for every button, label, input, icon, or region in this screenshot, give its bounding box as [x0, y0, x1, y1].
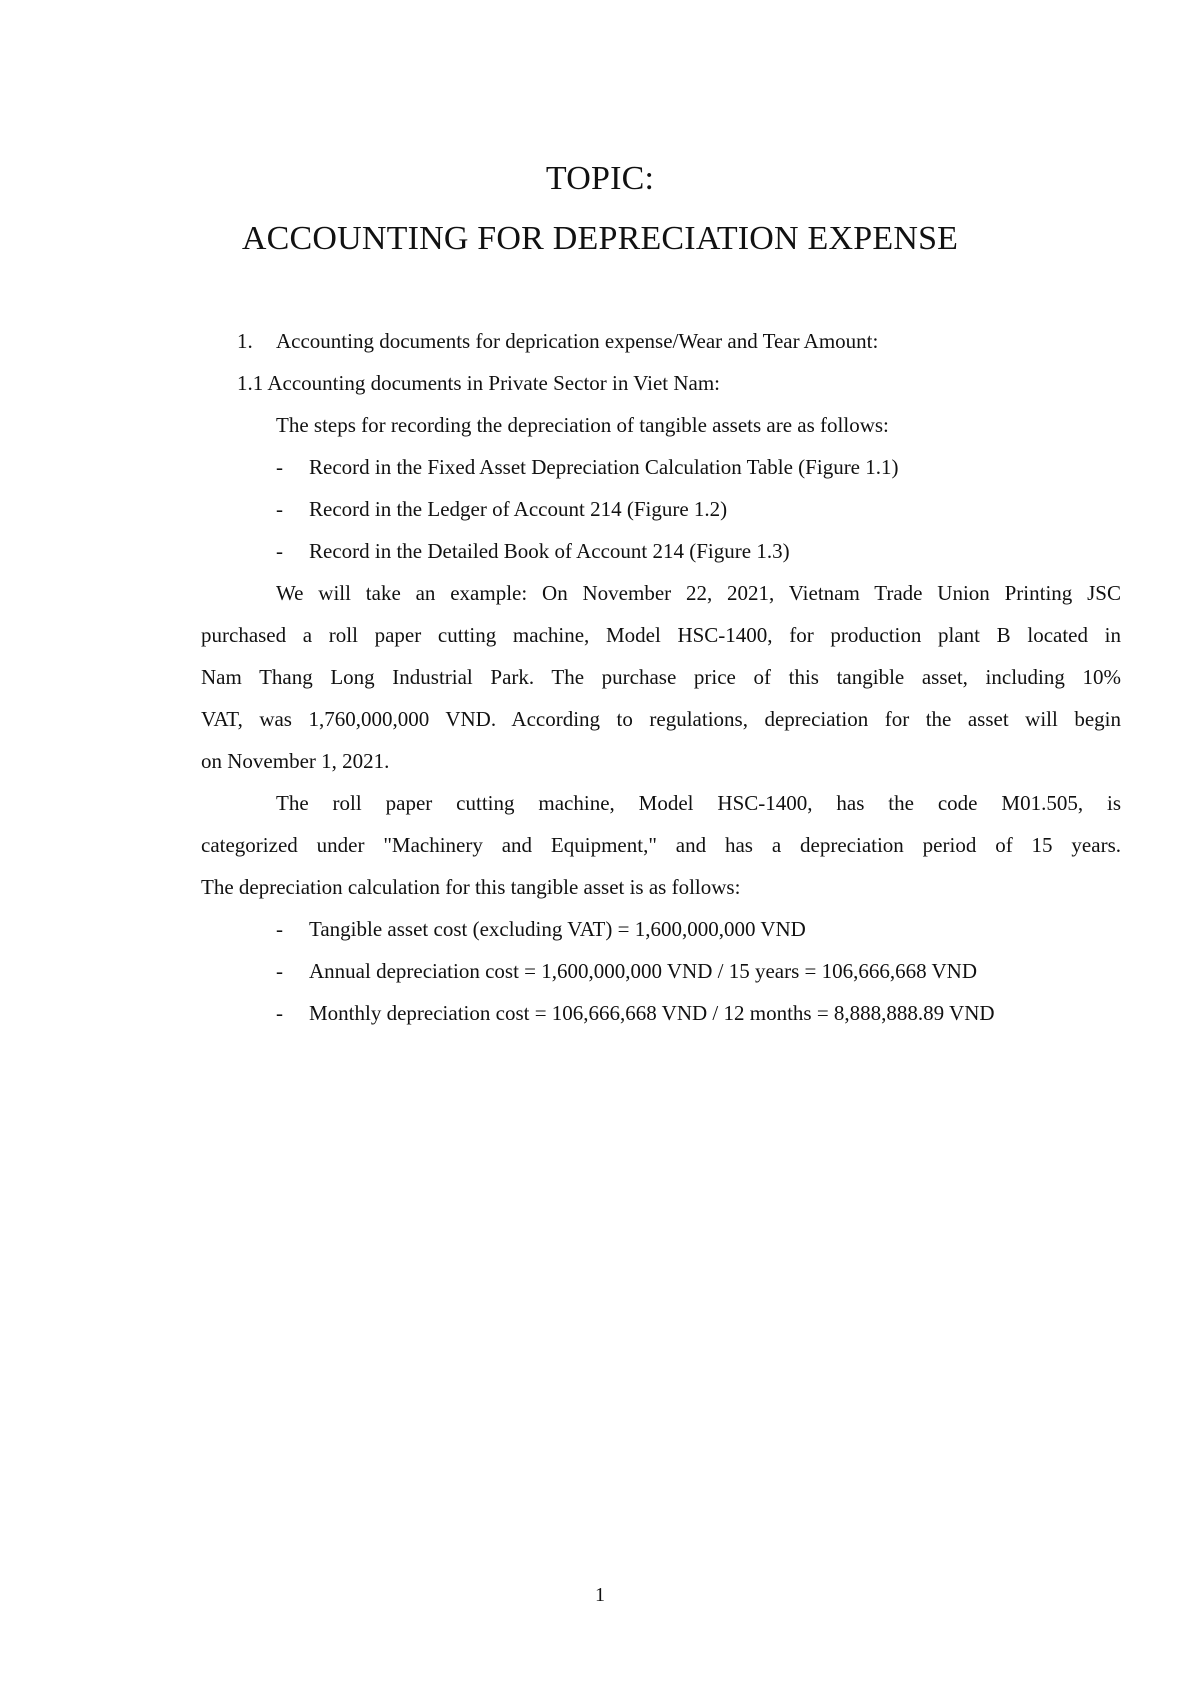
title-topic: TOPIC:: [545, 160, 655, 197]
list-bullet: -: [276, 497, 283, 521]
section-1-1-heading: 1.1 Accounting documents in Private Sector in Viet Nam:: [237, 371, 721, 395]
list-bullet: -: [276, 455, 283, 479]
paragraph-line: categorized under "Machinery and Equipment," and has a depreciation period of 15 years.: [201, 833, 1121, 857]
paragraph-line: The depreciation calculation for this tangible asset is as follows:: [201, 875, 741, 899]
calculation-item: Annual depreciation cost = 1,600,000,000 VND / 15 years = 106,666,668 VND: [309, 959, 977, 983]
list-item: Record in the Detailed Book of Account 214 (Figure 1.3): [309, 539, 790, 563]
paragraph-line: We will take an example: On November 22, 2021, Vietnam Trade Union Printing JSC: [276, 581, 1121, 605]
paragraph-line: on November 1, 2021.: [201, 749, 390, 773]
section-1-1-intro: The steps for recording the depreciation of tangible assets are as follows:: [276, 413, 889, 437]
list-bullet: -: [276, 917, 283, 941]
calculation-item: Tangible asset cost (excluding VAT) = 1,600,000,000 VND: [309, 917, 806, 941]
list-item: Record in the Ledger of Account 214 (Figure 1.2): [309, 497, 728, 521]
list-bullet: -: [276, 539, 283, 563]
list-bullet: -: [276, 959, 283, 983]
title-main: ACCOUNTING FOR DEPRECIATION EXPENSE: [241, 220, 959, 257]
page-number: 1: [595, 1584, 605, 1606]
paragraph-line: Nam Thang Long Industrial Park. The purchase price of this tangible asset, including 10%: [201, 665, 1121, 689]
section-1-heading: Accounting documents for deprication expense/Wear and Tear Amount:: [276, 329, 879, 353]
paragraph-line: The roll paper cutting machine, Model HSC-1400, has the code M01.505, is: [276, 791, 1121, 815]
paragraph-line: VAT, was 1,760,000,000 VND. According to regulations, depreciation for the asset will begin: [201, 707, 1121, 731]
list-bullet: -: [276, 1001, 283, 1025]
section-1-number: 1.: [237, 329, 253, 353]
paragraph-line: purchased a roll paper cutting machine, Model HSC-1400, for production plant B located in: [201, 623, 1121, 647]
calculation-item: Monthly depreciation cost = 106,666,668 VND / 12 months = 8,888,888.89 VND: [309, 1001, 995, 1025]
list-item: Record in the Fixed Asset Depreciation Calculation Table (Figure 1.1): [309, 455, 899, 479]
